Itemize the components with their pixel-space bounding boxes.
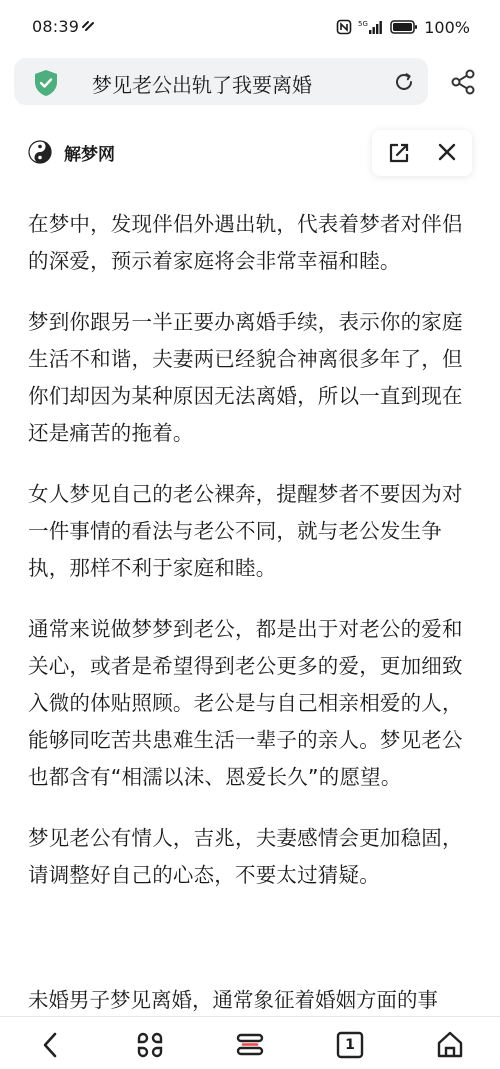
battery-icon	[390, 19, 418, 35]
article-paragraph-partial	[28, 988, 474, 1016]
partial-paragraph-text: 未婚男子梦见离婚，通常象征着婚姻方面的事	[28, 988, 438, 1012]
article-paragraph: 通常来说做梦梦到老公，都是出于对老公的爱和关心，或者是希望得到老公更多的爱，更加细致入微的体贴照顾。老公是与自己相亲相爱的人，能够同吃苦共患难生活一辈子的亲人。梦见老公也都含有“相濡以沫、恩爱长久”的愿望。	[28, 617, 463, 789]
article-paragraph: 女人梦见自己的老公裸奔，提醒梦者不要因为对一件事情的看法与老公不同，就与老公发生争执，那样不利于家庭和睦。	[28, 482, 463, 580]
tabs-button[interactable]	[335, 1030, 365, 1060]
address-bar[interactable]	[14, 58, 428, 105]
status-time: 08:39	[32, 17, 80, 36]
network-label: 5G	[358, 20, 369, 28]
back-icon[interactable]	[36, 1030, 66, 1060]
home-icon[interactable]	[435, 1030, 465, 1060]
shield-check-icon[interactable]	[33, 69, 59, 97]
site-header	[28, 138, 115, 166]
battery-percent: 100%	[424, 17, 470, 37]
apps-icon[interactable]	[135, 1030, 165, 1060]
tab-count: 1	[345, 1037, 355, 1053]
status-bar	[0, 0, 500, 56]
article-paragraph: 梦见老公有情人，吉兆，夫妻感情会更加稳固，请调整好自己的心态，不要太过猜疑。	[28, 826, 463, 887]
bottom-nav	[0, 1016, 500, 1069]
reload-icon[interactable]	[392, 70, 416, 94]
menu-icon[interactable]	[235, 1030, 265, 1060]
status-right	[336, 16, 470, 38]
site-name: 解梦网	[64, 144, 115, 165]
reader-actions	[372, 130, 472, 176]
signal-icon	[358, 19, 384, 35]
close-icon[interactable]	[438, 143, 456, 161]
article-body	[28, 206, 474, 918]
nfc-icon	[336, 19, 352, 35]
yin-yang-icon	[28, 140, 52, 164]
article-paragraph: 梦到你跟另一半正要办离婚手续，表示你的家庭生活不和谐，夫妻两已经貌合神离很多年了，但你们却因为某种原因无法离婚，所以一直到现在还是痛苦的拖着。	[28, 310, 463, 445]
edit-icon[interactable]	[388, 142, 410, 164]
article-paragraph: 在梦中，发现伴侣外遇出轨，代表着梦者对伴侣的深爱，预示着家庭将会非常幸福和睦。	[28, 212, 463, 273]
link-icon	[80, 19, 96, 33]
address-text[interactable]: 梦见老公出轨了我要离婚	[92, 73, 312, 97]
share-icon[interactable]	[450, 69, 476, 95]
